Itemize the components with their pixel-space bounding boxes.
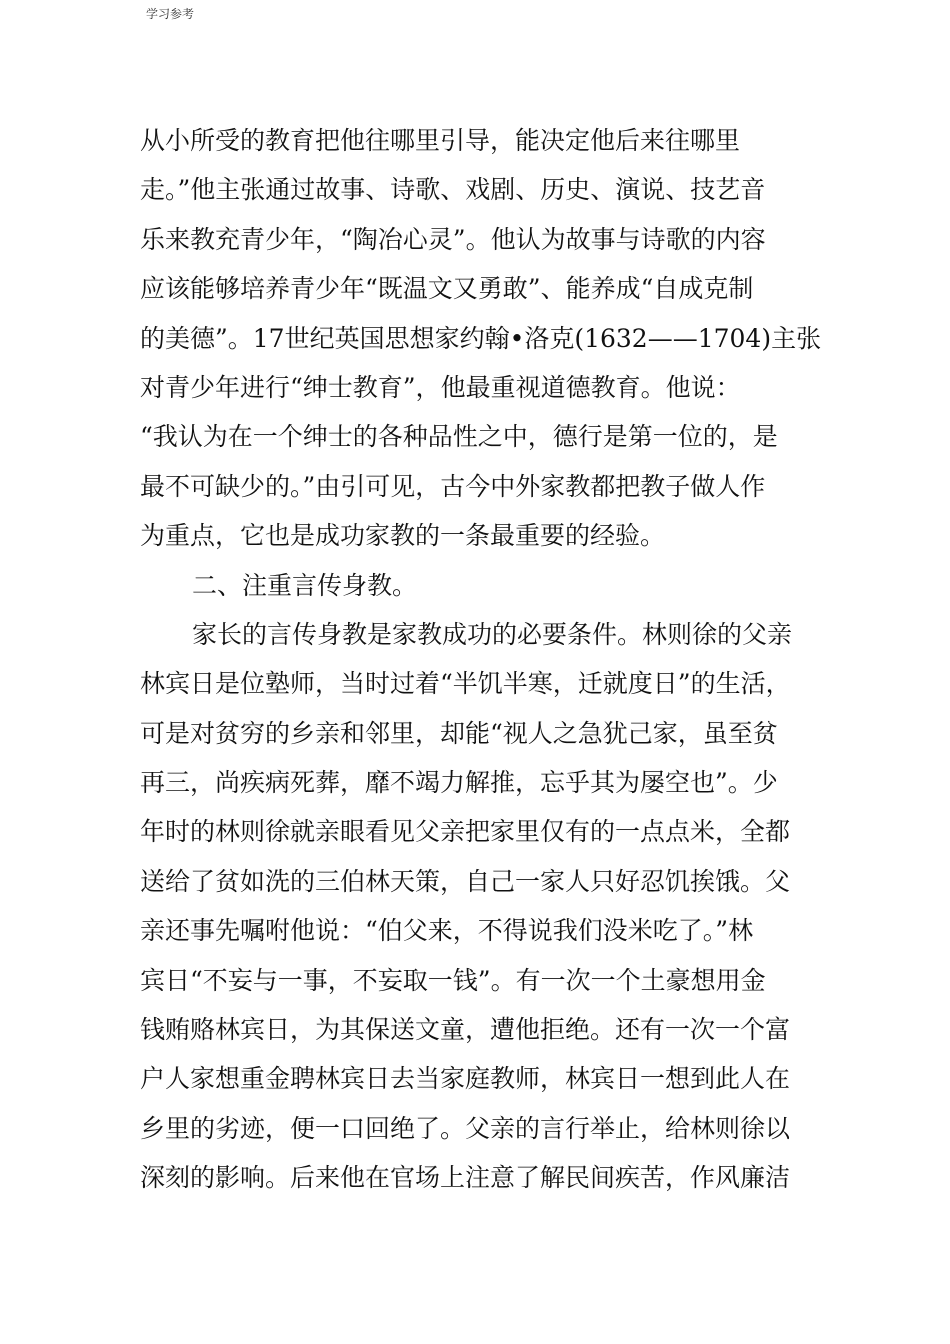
- text-line: 为重点，它也是成功家教的一条最重要的经验。: [140, 521, 666, 551]
- text-line: 可是对贫穷的乡亲和邻里，却能“视人之急犹己家，虽至贫: [140, 718, 778, 748]
- header-note: 学习参考: [146, 7, 195, 21]
- document-body: [140, 121, 840, 1208]
- text-line: 深刻的影响。后来他在官场上注意了解民间疾苦，作风廉洁: [140, 1163, 791, 1193]
- text-line: “我认为在一个绅士的各种品性之中，德行是第一位的，是: [140, 422, 778, 452]
- text-line: 乐来教充青少年，“陶冶心灵”。他认为故事与诗歌的内容: [140, 224, 766, 254]
- text-line: 年时的林则徐就亲眼看见父亲把家里仅有的一点点米，全都: [140, 817, 791, 847]
- text-line: 走。”他主张通过故事、诗歌、戏剧、历史、演说、技艺音: [140, 175, 766, 205]
- text-line: 林宾日是位塾师，当时过着“半饥半寒，迁就度日”的生活，: [140, 669, 791, 699]
- text-line: 送给了贫如洗的三伯林天策，自己一家人只好忍饥挨饿。父: [140, 866, 791, 896]
- text-line: 宾日“不妄与一事，不妄取一钱”。有一次一个土豪想用金: [140, 965, 766, 995]
- text-line: 乡里的劣迹，便一口回绝了。父亲的言行举止，给林则徐以: [140, 1113, 791, 1143]
- text-line: 的美德”。17世纪英国思想家约翰•洛克(1632——1704)主张: [140, 323, 822, 353]
- text-line: 家长的言传身教是家教成功的必要条件。林则徐的父亲: [192, 619, 793, 649]
- text-line: 户人家想重金聘林宾日去当家庭教师，林宾日一想到此人在: [140, 1064, 791, 1094]
- text-line: 对青少年进行“绅士教育”，他最重视道德教育。他说：: [140, 372, 741, 402]
- text-line: 最不可缺少的。”由引可见，古今中外家教都把教子做人作: [140, 471, 766, 501]
- text-line: 应该能够培养青少年“既温文又勇敢”、能养成“自成克制: [140, 274, 754, 304]
- text-line: 二、注重言传身教。: [192, 570, 418, 600]
- text-line: 亲还事先嘱咐他说：“伯父来，不得说我们没米吃了。”林: [140, 916, 754, 946]
- text-line: 从小所受的教育把他往哪里引导，能决定他后来往哪里: [140, 126, 741, 155]
- text-line: 再三，尚疾病死葬，靡不竭力解推，忘乎其为屡空也”。少: [140, 768, 778, 798]
- text-line: 钱贿赂林宾日，为其保送文童，遭他拒绝。还有一次一个富: [140, 1015, 791, 1045]
